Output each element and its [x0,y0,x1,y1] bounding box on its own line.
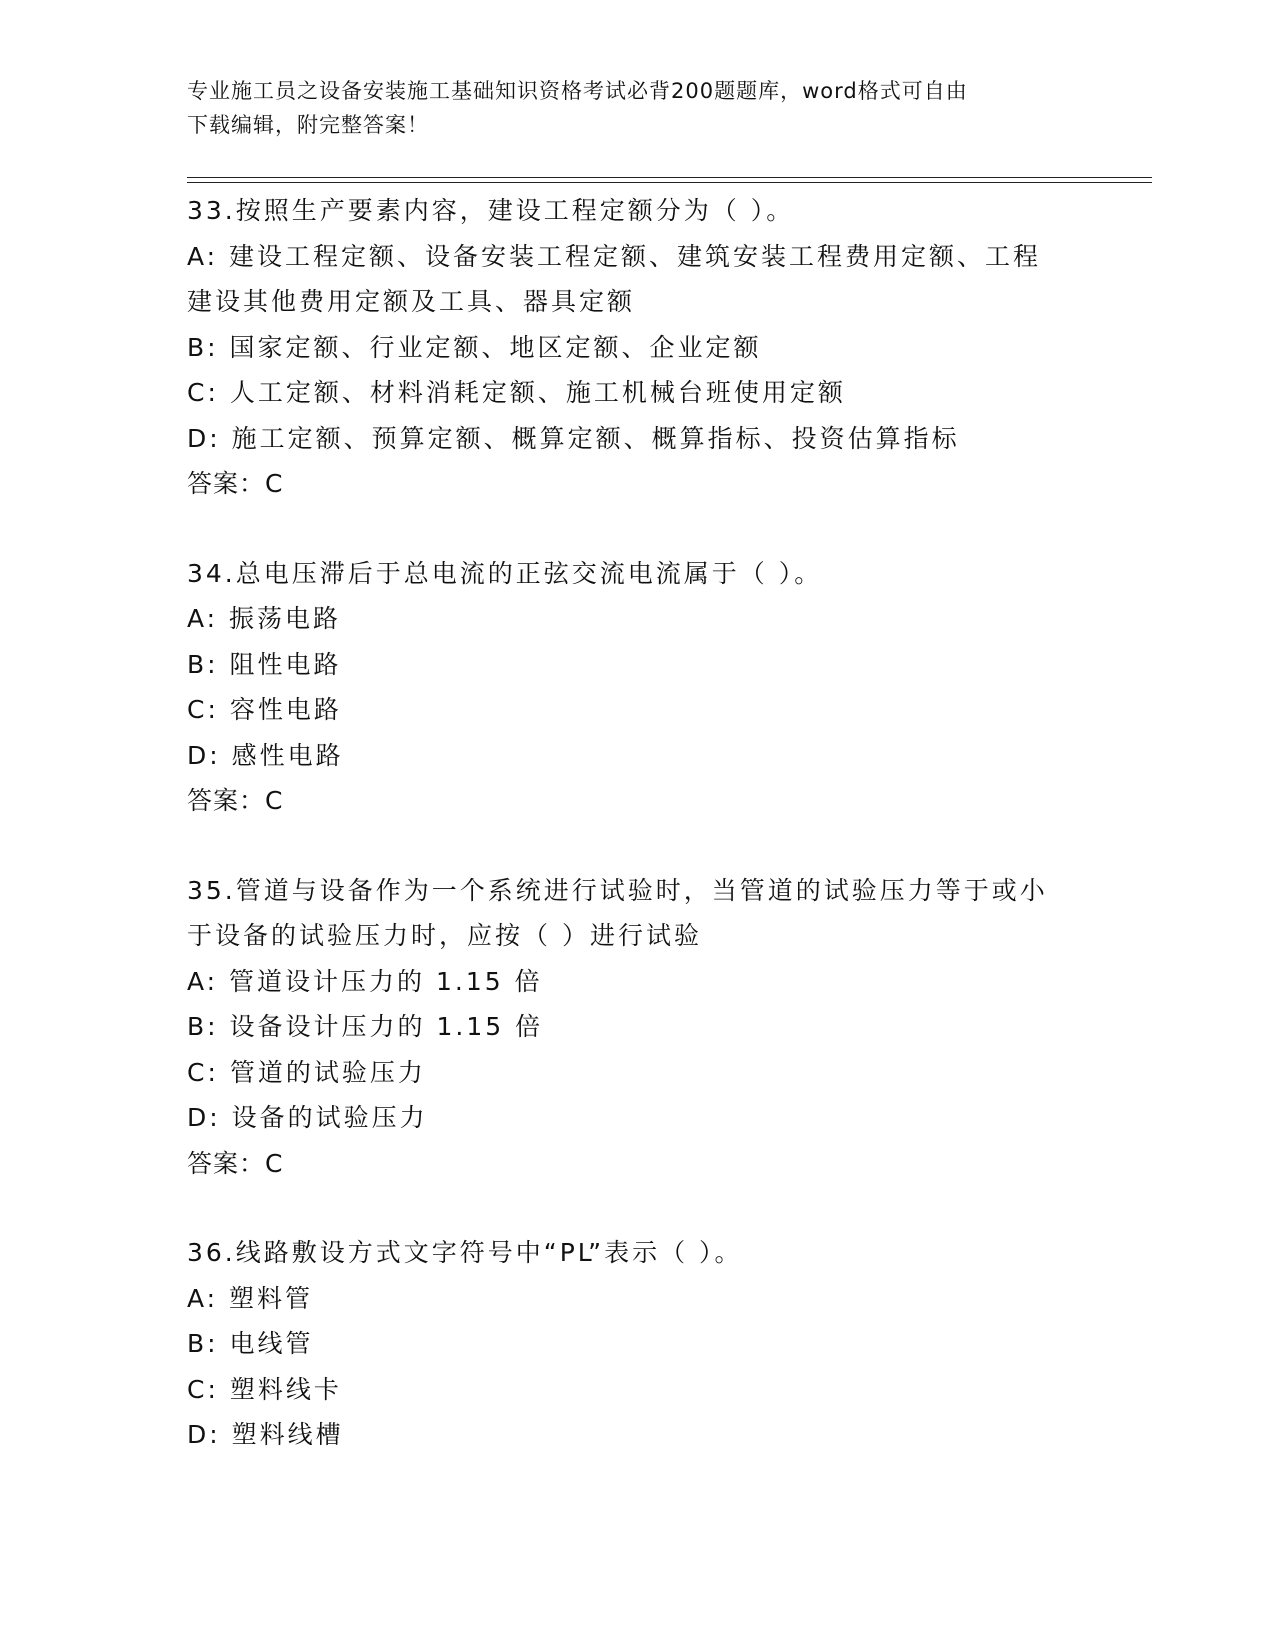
option-c: C: 容性电路 [187,695,342,724]
option-c: C: 塑料线卡 [187,1374,342,1404]
option-b: B: 设备设计压力的 1.15 倍 [187,1012,544,1041]
option-c: C: 人工定额、材料消耗定额、施工机械台班使用定额 [187,378,846,407]
question-stem: 33.按照生产要素内容，建设工程定额分为（ ）。 [187,196,795,225]
header-line-1: 专业施工员之设备安装施工基础知识资格考试必背200题题库，word格式可自由 [187,79,968,103]
question-stem-continued: 于设备的试验压力时，应按（ ）进行试验 [187,921,702,950]
option-a: A: 振荡电路 [187,604,342,633]
question-33 [187,188,1087,507]
option-c: C: 管道的试验压力 [187,1057,426,1087]
question-36 [187,1230,1087,1458]
option-a-continued: 建设其他费用定额及工具、器具定额 [187,287,636,316]
answer-text: 答案：C [187,1148,284,1178]
option-a: A: 管道设计压力的 1.15 倍 [187,966,543,996]
option-b: B: 国家定额、行业定额、地区定额、企业定额 [187,332,762,362]
option-b: B: 阻性电路 [187,649,342,679]
answer-text: 答案：C [187,469,284,498]
question-stem: 36.线路敷设方式文字符号中“PL”表示（ ）。 [187,1238,743,1267]
option-a: A: 建设工程定额、设备安装工程定额、建筑安装工程费用定额、工程 [187,241,1042,271]
question-stem: 35.管道与设备作为一个系统进行试验时，当管道的试验压力等于或小 [187,875,1048,905]
option-d: D: 设备的试验压力 [187,1103,428,1132]
header-line-2: 下载编辑，附完整答案！ [187,113,429,137]
header-divider-bottom [187,182,1152,183]
option-d: D: 感性电路 [187,740,344,770]
question-35 [187,868,1087,1187]
option-b: B: 电线管 [187,1329,314,1358]
option-d: D: 施工定额、预算定额、概算定额、概算指标、投资估算指标 [187,423,960,453]
question-34 [187,551,1087,824]
document-header [187,74,1087,142]
option-a: A: 塑料管 [187,1283,314,1313]
answer-text: 答案：C [187,786,284,815]
header-divider-top [187,177,1152,178]
option-d: D: 塑料线槽 [187,1420,344,1449]
question-list [187,188,1087,1502]
question-stem: 34.总电压滞后于总电流的正弦交流电流属于（ ）。 [187,558,823,588]
